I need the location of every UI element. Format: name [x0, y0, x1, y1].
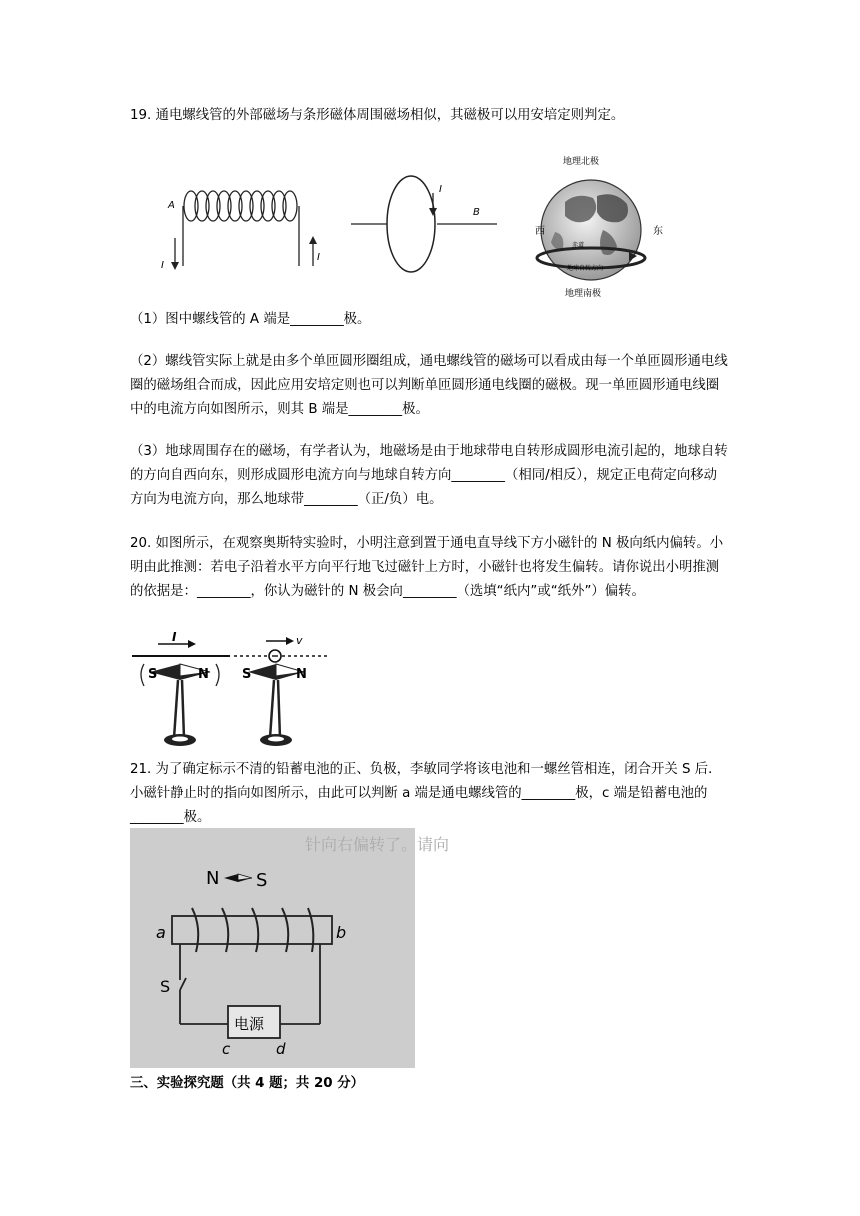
south-pole-label: 地理南极 — [565, 289, 602, 299]
loop-figure — [345, 168, 505, 278]
earth-figure — [505, 152, 685, 302]
label-a: A — [168, 200, 175, 211]
label-c: c — [222, 1040, 231, 1058]
q20-stem: 20. 如图所示，在观察奥斯特实验时，小明注意到置于通电直导线下方小磁针的 N 极向纸内偏转。小明由此推测：若电子沿着水平方向平行地飞过磁针上方时，小磁针也将发生偏转。请你说出小明推测的依据是：________，你认为磁针的 N 极会向________（选填“纸内”或“纸外”）偏转。 — [130, 536, 724, 599]
solenoid-circuit-photo — [130, 828, 450, 1068]
label-current: I — [172, 630, 177, 644]
label-b-end: b — [336, 923, 347, 942]
label-power-source: 电源 — [234, 1015, 265, 1033]
label-n-right: N — [296, 667, 307, 682]
q21-stem: 21. 为了确定标示不清的铅蓄电池的正、负极，李敏同学将该电池和一螺丝管相连，闭合开关 S 后．小磁针静止时的指向如图所示，由此可以判断 a 端是通电螺线管的________极，c 端是铅蓄电池的________极。 — [130, 762, 722, 825]
label-i-loop: I — [439, 184, 442, 195]
label-i-right: I — [317, 252, 320, 263]
background-text: 针向右偏转了。请向 — [305, 835, 450, 854]
label-s-left: S — [148, 667, 158, 682]
label-s-right: S — [242, 667, 252, 682]
q19-part1: （1）图中螺线管的 A 端是________极。 — [130, 312, 371, 327]
east-label: 东 — [653, 226, 663, 237]
label-needle-s: S — [256, 870, 268, 891]
north-pole-label: 地理北极 — [563, 157, 600, 167]
label-d: d — [276, 1040, 286, 1058]
label-switch: S — [160, 977, 171, 996]
solenoid-figure — [160, 178, 320, 273]
rotation-label: 地球自转方向 — [567, 265, 604, 272]
label-needle-n: N — [206, 868, 220, 889]
label-a-end: a — [156, 923, 166, 942]
equator-label: 赤道 — [572, 242, 585, 249]
q19-stem: 19. 通电螺线管的外部磁场与条形磁体周围磁场相似，其磁极可以用安培定则判定。 — [130, 108, 625, 123]
section-heading: 三、实验探究题（共 4 题；共 20 分） — [130, 1076, 365, 1091]
label-n-left: N — [198, 667, 209, 682]
q19-part3: （3）地球周围存在的磁场，有学者认为，地磁场是由于地球带电自转形成圆形电流引起的，地球自转的方向自西向东，则形成圆形电流方向与地球自转方向________（相同/相反），规定正电荷定向移动方向为电流方向，那么地球带________（正/负）电。 — [130, 444, 728, 507]
q19-part2: （2）螺线管实际上就是由多个单匝圆形圈组成，通电螺线管的磁场可以看成由每一个单匝圆形通电线圈的磁场组合而成，因此应用安培定则也可以判断单匝圆形通电线圈的磁极。现一单匝圆形通电线圈中的电流方向如图所示，则其 B 端是________极。 — [130, 354, 728, 417]
oersted-figure — [130, 632, 330, 752]
label-i-left: I — [161, 260, 164, 271]
west-label: 西 — [535, 226, 545, 237]
label-v: v — [296, 634, 303, 647]
label-b: B — [473, 207, 480, 218]
